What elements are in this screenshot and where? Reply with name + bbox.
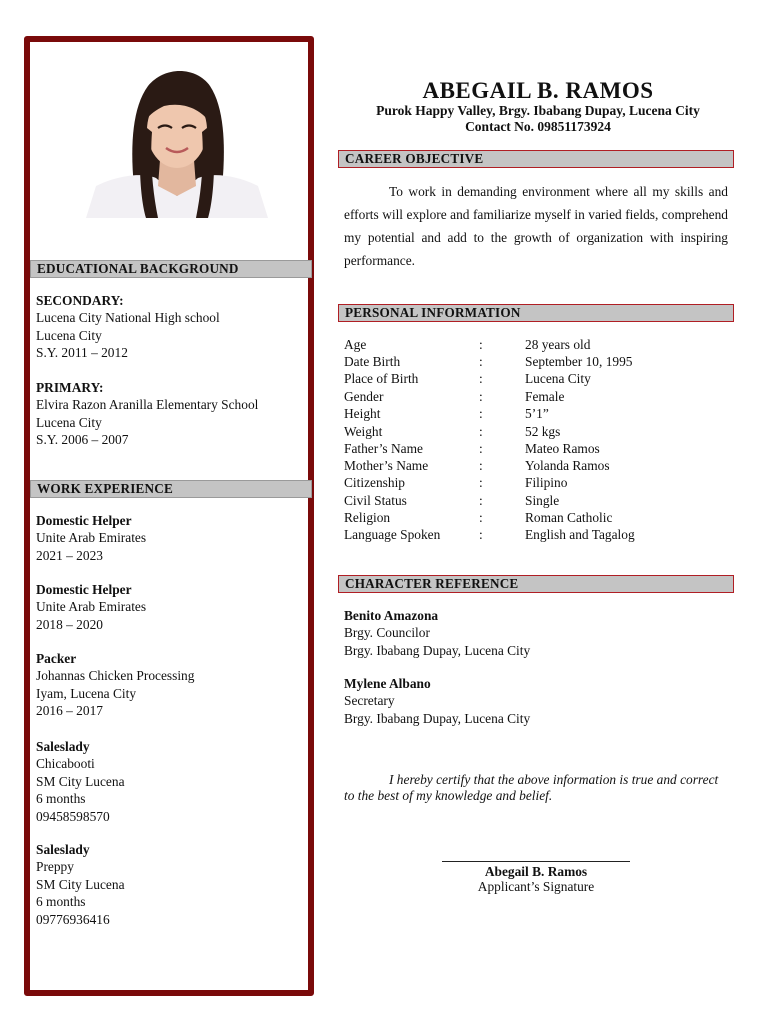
education-school: Elvira Razon Aranilla Elementary School xyxy=(36,397,259,413)
personal-label: Age xyxy=(344,337,367,352)
reference-entry xyxy=(344,675,530,727)
personal-label: Religion xyxy=(344,510,391,525)
profile-photo xyxy=(86,68,268,218)
education-place: Lucena City xyxy=(36,414,102,430)
personal-separator: : xyxy=(479,510,483,525)
signature-name: Abegail B. Ramos xyxy=(484,864,588,879)
personal-value: Filipino xyxy=(525,475,568,490)
work-heading: WORK EXPERIENCE xyxy=(30,480,312,498)
applicant-contact: Contact No. 09851173924 xyxy=(465,119,611,134)
work-title: Domestic Helper xyxy=(36,513,132,528)
personal-separator: : xyxy=(479,337,483,352)
reference-entry xyxy=(344,607,530,659)
reference-heading: CHARACTER REFERENCE xyxy=(338,575,734,593)
personal-label: Height xyxy=(344,406,381,421)
personal-label: Language Spoken xyxy=(344,527,441,542)
education-school: Lucena City National High school xyxy=(36,310,220,326)
work-line: 09458598570 xyxy=(36,808,110,824)
personal-label: Weight xyxy=(344,424,383,439)
signature-line xyxy=(442,861,630,862)
work-line: 6 months xyxy=(36,894,86,910)
education-level: SECONDARY: xyxy=(36,293,124,308)
work-line: SM City Lucena xyxy=(36,876,125,892)
work-entry xyxy=(36,738,125,825)
personal-value: English and Tagalog xyxy=(525,527,635,542)
objective-heading: CAREER OBJECTIVE xyxy=(338,150,734,168)
personal-separator: : xyxy=(479,527,483,542)
work-line: 2018 – 2020 xyxy=(36,616,103,632)
work-entry xyxy=(36,581,146,633)
work-entry xyxy=(36,512,146,564)
work-entry xyxy=(36,841,125,928)
personal-separator: : xyxy=(479,441,483,456)
personal-value: 5’1” xyxy=(525,406,549,421)
personal-value: Lucena City xyxy=(525,371,591,386)
signature-caption: Applicant’s Signature xyxy=(477,879,595,894)
work-line: Unite Arab Emirates xyxy=(36,530,147,546)
personal-value: Yolanda Ramos xyxy=(525,458,610,473)
work-title: Packer xyxy=(36,651,77,666)
personal-value: Single xyxy=(525,493,560,508)
education-heading: EDUCATIONAL BACKGROUND xyxy=(30,260,312,278)
work-title: Saleslady xyxy=(36,739,90,754)
applicant-address: Purok Happy Valley, Brgy. Ibabang Dupay, Lucena City xyxy=(376,103,700,118)
personal-separator: : xyxy=(479,406,483,421)
personal-label: Civil Status xyxy=(344,493,407,508)
personal-separator: : xyxy=(479,424,483,439)
work-line: SM City Lucena xyxy=(36,773,125,789)
personal-separator: : xyxy=(479,475,483,490)
personal-separator: : xyxy=(479,389,483,404)
reference-address: Brgy. Ibabang Dupay, Lucena City xyxy=(344,642,531,658)
work-line: 09776936416 xyxy=(36,911,110,927)
work-line: Unite Arab Emirates xyxy=(36,599,147,615)
certification-statement: I hereby certify that the above information is true and correct to the best of my knowledge and belief. xyxy=(344,772,719,803)
personal-heading: PERSONAL INFORMATION xyxy=(338,304,734,322)
personal-label: Father’s Name xyxy=(344,441,423,456)
personal-value: 52 kgs xyxy=(525,424,561,439)
education-place: Lucena City xyxy=(36,327,102,343)
personal-label: Place of Birth xyxy=(344,371,419,386)
personal-value: Roman Catholic xyxy=(525,510,613,525)
personal-value: 28 years old xyxy=(525,337,591,352)
work-entry xyxy=(36,650,194,720)
reference-name: Benito Amazona xyxy=(344,608,439,623)
education-primary xyxy=(36,379,258,449)
work-line: Preppy xyxy=(36,859,74,875)
education-secondary xyxy=(36,292,220,362)
personal-label: Citizenship xyxy=(344,475,405,490)
work-title: Domestic Helper xyxy=(36,582,132,597)
reference-position: Secretary xyxy=(344,693,395,709)
personal-separator: : xyxy=(479,371,483,386)
work-line: Johannas Chicken Processing xyxy=(36,668,195,684)
reference-name: Mylene Albano xyxy=(344,676,431,691)
work-line: 2021 – 2023 xyxy=(36,547,103,563)
work-line: 6 months xyxy=(36,791,86,807)
personal-value: Mateo Ramos xyxy=(525,441,600,456)
personal-value: Female xyxy=(525,389,565,404)
personal-separator: : xyxy=(479,354,483,369)
work-line: Chicabooti xyxy=(36,756,95,772)
personal-label: Date Birth xyxy=(344,354,401,369)
personal-label: Gender xyxy=(344,389,384,404)
reference-position: Brgy. Councilor xyxy=(344,625,430,641)
work-line: Iyam, Lucena City xyxy=(36,685,137,701)
education-years: S.Y. 2006 – 2007 xyxy=(36,432,129,448)
objective-text: To work in demanding environment where all my skills and efforts will explore and familiarize myself in varied fields, comprehend my potential and add to the growth of organization with inspiring performance. xyxy=(344,184,728,268)
work-line: 2016 – 2017 xyxy=(36,703,103,719)
personal-separator: : xyxy=(479,458,483,473)
reference-address: Brgy. Ibabang Dupay, Lucena City xyxy=(344,710,531,726)
personal-value: September 10, 1995 xyxy=(525,354,633,369)
personal-label: Mother’s Name xyxy=(344,458,429,473)
personal-separator: : xyxy=(479,493,483,508)
education-years: S.Y. 2011 – 2012 xyxy=(36,345,128,361)
education-level: PRIMARY: xyxy=(36,380,104,395)
work-title: Saleslady xyxy=(36,842,90,857)
applicant-name: ABEGAIL B. RAMOS xyxy=(422,78,654,103)
